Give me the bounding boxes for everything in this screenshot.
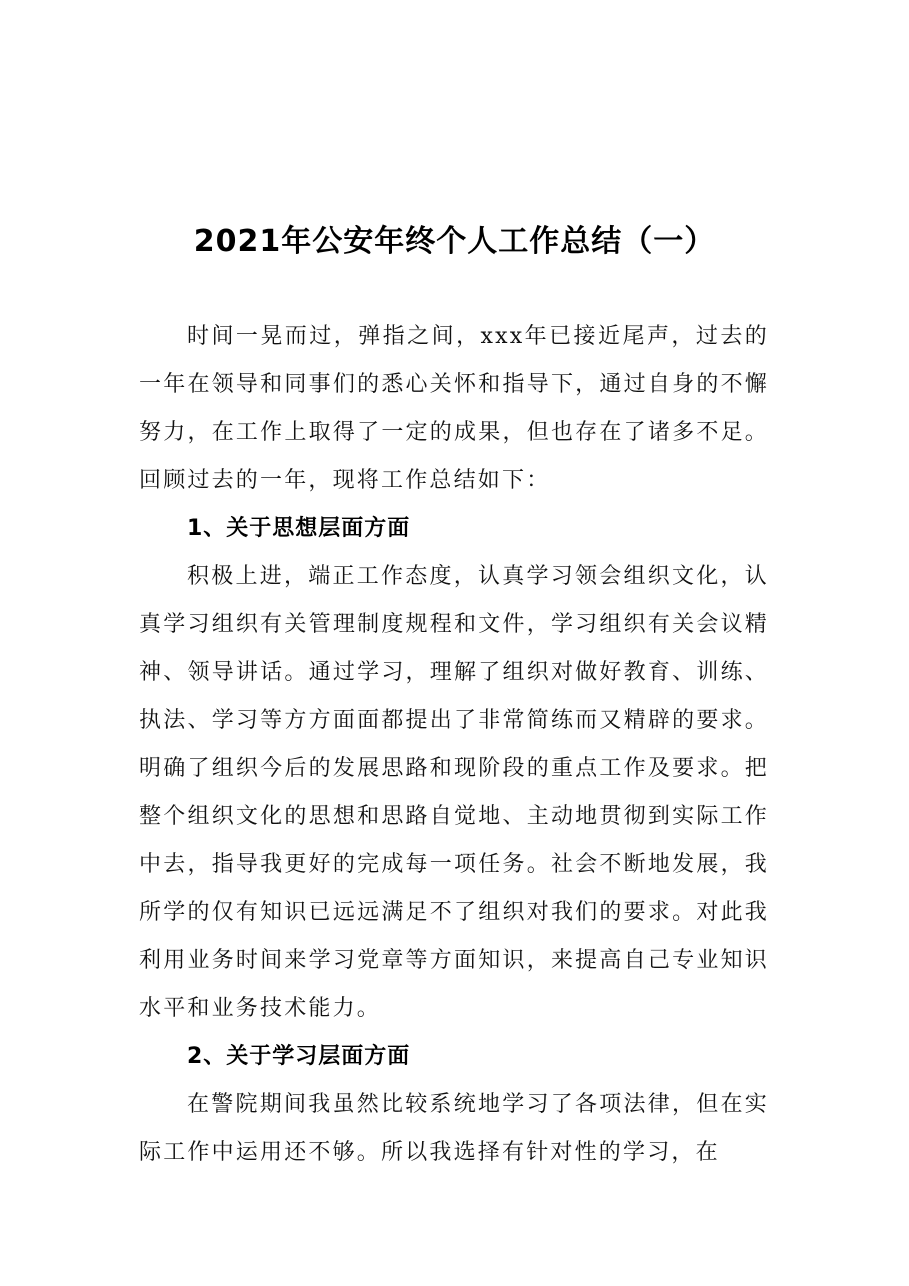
section-paragraph-1: 积极上进，端正工作态度，认真学习领会组织文化，认真学习组织有关管理制度规程和文件，学习组织有关会议精神、领导讲话。通过学习，理解了组织对做好教育、训练、执法、学习等方方面面都提出了非常简练而又精辟的要求。明确了组织今后的发展思路和现阶段的重点工作及要求。把整个组织文化的思想和思路自觉地、主动地贯彻到实际工作中去，指导我更好的完成每一项任务。社会不断地发展，我所学的仅有知识已远远满足不了组织对我们的要求。对此我利用业务时间来学习党章等方面知识，来提高自己专业知识水平和业务技术能力。 [139, 564, 769, 1021]
document-title: 2021年公安年终个人工作总结（一） [193, 224, 716, 259]
section-paragraph-2: 在警院期间我虽然比较系统地学习了各项法律，但在实际工作中运用还不够。所以我选择有针对性的学习，在 [139, 1092, 769, 1165]
section-heading-2: 2、关于学习层面方面 [187, 1044, 411, 1069]
intro-paragraph: 时间一晃而过，弹指之间，xxx年已接近尾声，过去的一年在领导和同事们的悉心关怀和指导下，通过自身的不懈努力，在工作上取得了一定的成果，但也存在了诸多不足。回顾过去的一年，现将工作总结如下： [139, 324, 769, 493]
document-body [139, 313, 769, 1177]
section-heading-1: 1、关于思想层面方面 [187, 516, 411, 541]
